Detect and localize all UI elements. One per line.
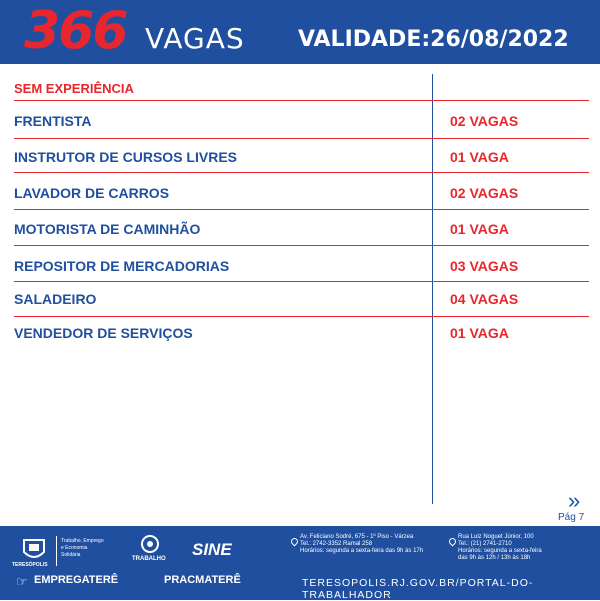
table-row — [14, 149, 589, 183]
row-divider — [14, 316, 589, 317]
job-title: VENDEDOR DE SERVIÇOS — [14, 325, 193, 341]
logo-divider — [56, 536, 57, 566]
table-row — [14, 113, 589, 147]
header-banner — [0, 0, 600, 64]
job-title: MOTORISTA DE CAMINHÃO — [14, 221, 201, 237]
city-crest-icon — [14, 536, 54, 564]
ministry-seal-icon — [140, 534, 160, 554]
job-title: SALADEIRO — [14, 291, 97, 307]
page-number: Pág 7 — [558, 512, 585, 523]
job-vacancies: 01 VAGA — [450, 221, 509, 237]
vacancy-count-label: VAGAS — [145, 22, 245, 55]
section-title: SEM EXPERIÊNCIA — [14, 81, 134, 96]
address-block-1 — [300, 534, 423, 555]
next-page-chevron-icon[interactable]: » — [568, 488, 581, 513]
department-name — [61, 538, 121, 559]
table-row — [14, 258, 589, 292]
table-row — [14, 325, 589, 359]
address-line: Tel.: 2742-3352 Ramal 258 — [300, 541, 373, 547]
address-line: das 9h às 12h / 13h às 18h — [458, 555, 531, 561]
address-line: Tel.: (21) 2741-2710 — [458, 541, 512, 547]
row-divider — [14, 100, 589, 101]
department-line: e Economia — [61, 545, 88, 551]
job-vacancies: 04 VAGAS — [450, 291, 519, 307]
location-pin-icon — [290, 537, 300, 547]
row-divider — [14, 245, 589, 246]
table-row — [14, 221, 589, 255]
address-line: Rua Luiz Noguet Júnior, 100 — [458, 534, 534, 540]
handshake-icon: ☞ — [16, 574, 28, 589]
location-pin-icon — [448, 537, 458, 547]
job-title: LAVADOR DE CARROS — [14, 185, 170, 201]
address-line: Horários: segunda a sexta-feira das 9h às 17h — [300, 548, 424, 554]
sine-logo: SINE — [192, 540, 232, 559]
department-line: Trabalho, Emprego — [61, 538, 104, 544]
table-row — [14, 185, 589, 219]
department-line: Solidária — [61, 552, 81, 558]
row-divider — [14, 281, 589, 282]
address-line: Av. Feliciano Sodré, 675 - 1º Piso - Várzea — [300, 534, 414, 540]
row-divider — [14, 172, 589, 173]
portal-url[interactable]: TERESOPOLIS.RJ.GOV.BR/PORTAL-DO-TRABALHADOR — [302, 577, 534, 601]
city-name: TERESÓPOLIS — [12, 562, 48, 568]
job-title: FRENTISTA — [14, 113, 92, 129]
job-title: INSTRUTOR DE CURSOS LIVRES — [14, 149, 237, 165]
job-vacancies: 01 VAGA — [450, 325, 509, 341]
pracmatere-logo: PRACMATERÊ — [164, 574, 241, 586]
job-vacancies: 02 VAGAS — [450, 113, 519, 129]
job-vacancies: 03 VAGAS — [450, 258, 519, 274]
footer — [0, 526, 600, 600]
job-vacancies: 02 VAGAS — [450, 185, 519, 201]
work-label: TRABALHO — [132, 556, 166, 562]
job-vacancies: 01 VAGA — [450, 149, 509, 165]
row-divider — [14, 138, 589, 139]
address-line: Horários: segunda a sexta-feira — [458, 548, 542, 554]
row-divider — [14, 209, 589, 210]
empregatere-logo: EMPREGATERÊ — [34, 574, 119, 586]
table-row — [14, 291, 589, 325]
vacancy-count: 366 — [24, 1, 127, 61]
job-title: REPOSITOR DE MERCADORIAS — [14, 258, 230, 274]
validity-date: VALIDADE:26/08/2022 — [298, 27, 569, 52]
address-block-2 — [458, 534, 542, 562]
